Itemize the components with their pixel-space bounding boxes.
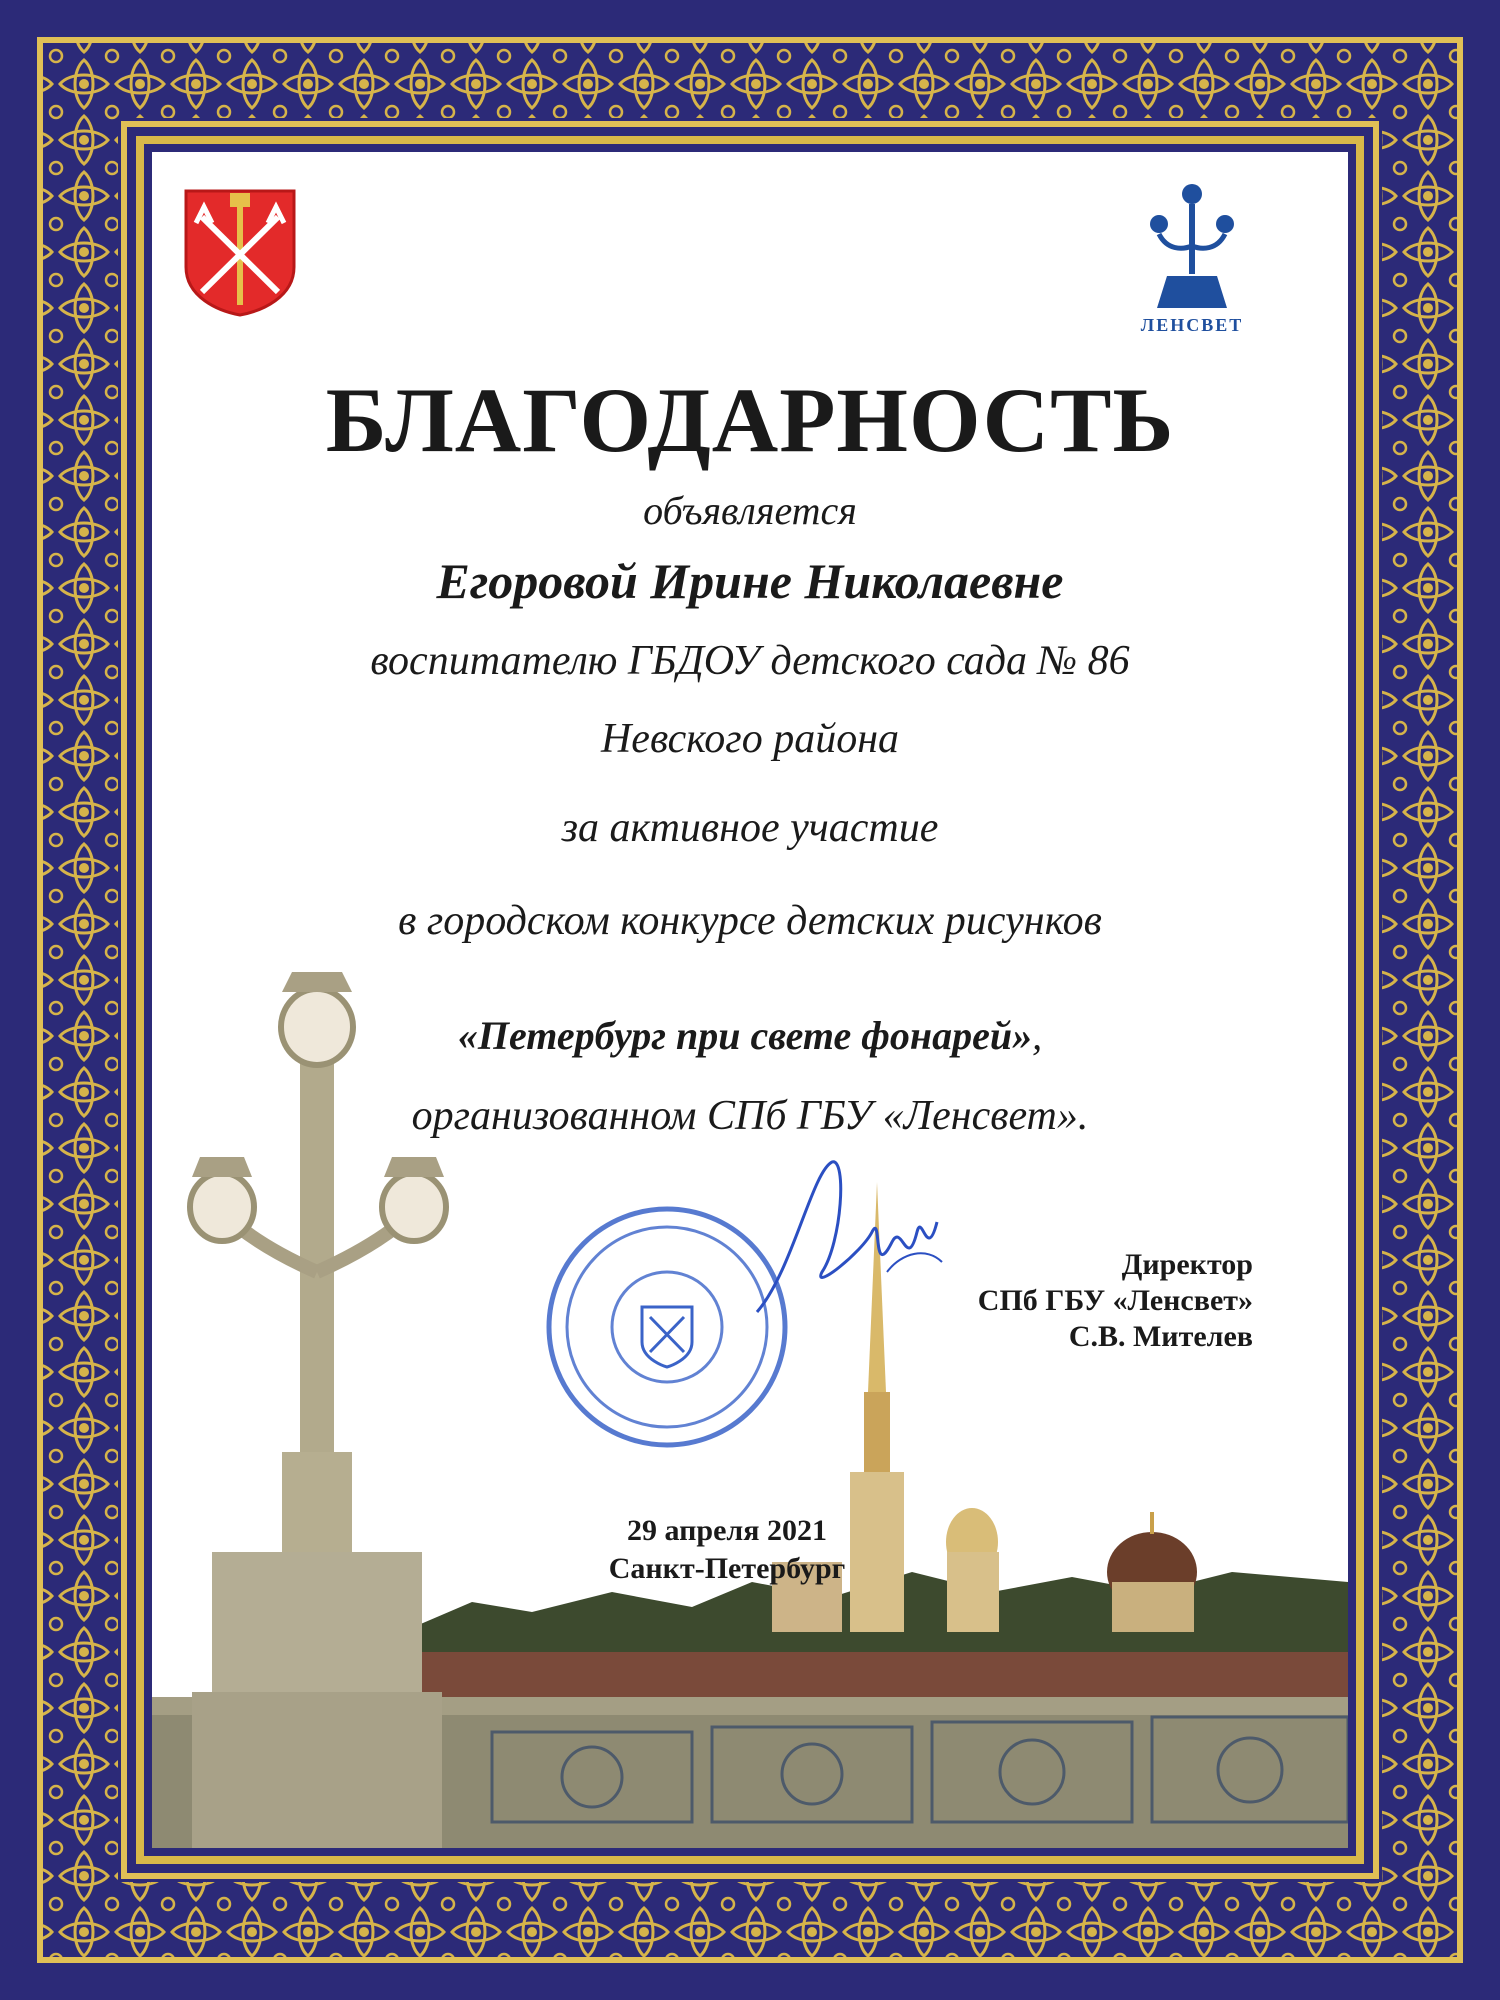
announced-text: объявляется [643, 488, 857, 533]
signatory-title: Директор [1121, 1248, 1253, 1281]
position-line-1: воспитателю ГБДОУ детского сада № 86 [370, 638, 1130, 684]
lensvet-logo [1137, 180, 1247, 340]
saint-petersburg-coat-of-arms-icon [182, 187, 298, 317]
certificate-title: БЛАГОДАРНОСТЬ [325, 369, 1175, 471]
date-place-block [537, 1512, 917, 1588]
organizer-line: организованном СПб ГБУ «Ленсвет». [411, 1093, 1089, 1139]
signature-icon [752, 1152, 1012, 1332]
lensvet-logo-text: ЛЕНСВЕТ [1140, 315, 1244, 335]
reason-line-1: за активное участие [561, 805, 939, 851]
issue-city: Санкт-Петербург [608, 1552, 846, 1585]
reason-line-2: в городском конкурсе детских рисунков [398, 898, 1102, 944]
lensvet-lantern-logo-icon [1137, 180, 1247, 310]
certificate-body [152, 152, 1348, 1848]
signatory-name: С.В. Мителев [1068, 1320, 1253, 1353]
position-line-2: Невского района [600, 716, 900, 762]
signatory-organization: СПб ГБУ «Ленсвет» [977, 1284, 1253, 1317]
signatory-block [978, 1247, 1253, 1355]
recipient-name: Егоровой Ирине Николаевне [436, 553, 1064, 609]
contest-name: «Петербург при свете фонарей» [457, 1013, 1033, 1058]
contest-suffix: , [1032, 1013, 1043, 1058]
contest-line [152, 1012, 1348, 1059]
issue-date: 29 апреля 2021 [627, 1514, 827, 1547]
